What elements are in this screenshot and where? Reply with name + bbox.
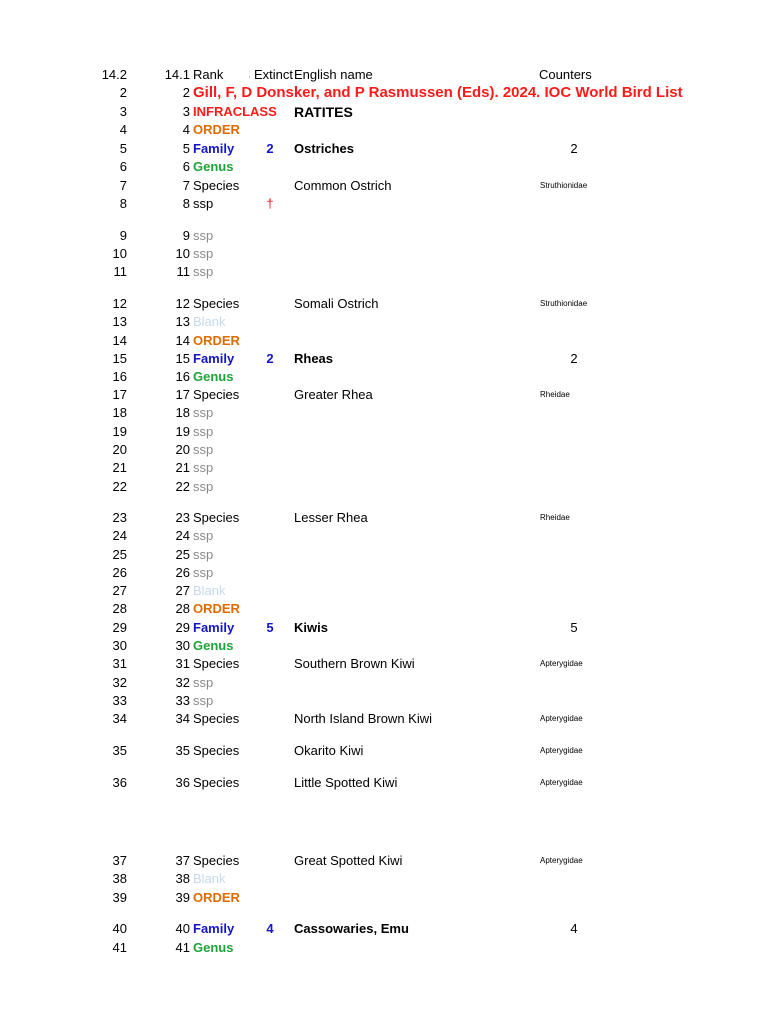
row-number-a: 39: [112, 890, 127, 905]
row-number-b: 8: [182, 196, 190, 211]
species-count: 5: [266, 620, 274, 635]
row-number-b: 40: [175, 921, 190, 936]
table-row: [0, 263, 768, 281]
table-row: [0, 637, 768, 655]
row-number-a: 9: [119, 228, 127, 243]
family-name: Apterygidae: [540, 746, 583, 755]
rank-cell: ssp: [193, 479, 214, 494]
rank-cell: ssp: [193, 675, 214, 690]
table-row: [0, 177, 768, 195]
row-number-b: 17: [175, 387, 190, 402]
rank-cell: Species: [193, 178, 240, 193]
english-name: RATITES: [294, 104, 353, 120]
header-col-a: 14.2: [101, 67, 127, 82]
row-number-b: 13: [175, 314, 190, 329]
table-row: [0, 368, 768, 386]
row-number-b: 14: [175, 333, 190, 348]
row-number-a: 24: [112, 528, 127, 543]
row-number-b: 24: [175, 528, 190, 543]
table-row: [0, 459, 768, 477]
rank-cell: Genus: [193, 369, 234, 384]
row-number-a: 8: [119, 196, 127, 211]
rank-cell: Blank: [193, 314, 226, 329]
rank-cell: ORDER: [193, 601, 240, 616]
title-row: [0, 84, 768, 102]
row-number-a: 10: [112, 246, 127, 261]
rank-cell: ssp: [193, 460, 214, 475]
table-row: [0, 404, 768, 422]
table-row: [0, 140, 768, 158]
table-row: [0, 295, 768, 313]
table-row: [0, 939, 768, 957]
table-row: [0, 245, 768, 263]
header-english-name: English name: [294, 67, 373, 82]
row-number-b: 27: [175, 583, 190, 598]
row-number-a: 19: [112, 424, 127, 439]
table-row: [0, 564, 768, 582]
counter-value: 2: [570, 141, 578, 156]
rank-cell: ssp: [193, 196, 214, 211]
row-number-a: 7: [119, 178, 127, 193]
rank-cell: INFRACLASS: [193, 104, 277, 119]
rank-cell: ssp: [193, 405, 214, 420]
table-row: [0, 582, 768, 600]
row-number-a: 26: [112, 565, 127, 580]
row-number-b: 41: [175, 940, 190, 955]
rank-cell: Family: [193, 141, 235, 156]
row-number-b: 34: [175, 711, 190, 726]
row-number-a: 21: [112, 460, 127, 475]
family-name: Apterygidae: [540, 714, 583, 723]
header-counters: Counters: [539, 67, 592, 82]
row-number-a: 4: [119, 122, 127, 137]
rank-cell: Species: [193, 853, 240, 868]
row-number-a: 28: [112, 601, 127, 616]
english-name: Ostriches: [294, 141, 354, 156]
english-name: Lesser Rhea: [294, 510, 368, 525]
rank-cell: ssp: [193, 228, 214, 243]
rank-cell: Blank: [193, 583, 226, 598]
rank-cell: Family: [193, 921, 235, 936]
english-name: Kiwis: [294, 620, 328, 635]
table-row: [0, 158, 768, 176]
rank-cell: ssp: [193, 547, 214, 562]
row-number-b: 32: [175, 675, 190, 690]
row-number-a: 3: [119, 104, 127, 119]
table-row: [0, 121, 768, 139]
row-number-a: 22: [112, 479, 127, 494]
row-number-b: 10: [175, 246, 190, 261]
row-number-a: 33: [112, 693, 127, 708]
rank-cell: Species: [193, 656, 240, 671]
english-name: Southern Brown Kiwi: [294, 656, 415, 671]
row-number-b: 36: [175, 775, 190, 790]
table-row: [0, 920, 768, 938]
table-row: [0, 852, 768, 870]
rank-cell: ORDER: [193, 122, 240, 137]
english-name: North Island Brown Kiwi: [294, 711, 432, 726]
table-row: [0, 350, 768, 368]
row-number-b: 21: [175, 460, 190, 475]
table-row: [0, 655, 768, 673]
extinct-marker: †: [266, 196, 274, 211]
row-number-a: 37: [112, 853, 127, 868]
family-name: Struthionidae: [540, 299, 588, 308]
row-number-a: 2: [119, 85, 127, 100]
family-name: Apterygidae: [540, 778, 583, 787]
table-row: [0, 527, 768, 545]
rank-cell: ssp: [193, 442, 214, 457]
table-row: [0, 386, 768, 404]
table-row: [0, 313, 768, 331]
family-name: Rheidae: [540, 390, 570, 399]
row-number-b: 7: [182, 178, 190, 193]
rank-cell: Species: [193, 775, 240, 790]
row-number-b: 25: [175, 547, 190, 562]
table-row: [0, 619, 768, 637]
row-number-a: 29: [112, 620, 127, 635]
header-marker: ;: [248, 69, 251, 80]
family-name: Apterygidae: [540, 659, 583, 668]
row-number-a: 40: [112, 921, 127, 936]
row-number-a: 34: [112, 711, 127, 726]
row-number-a: 17: [112, 387, 127, 402]
table-row: [0, 441, 768, 459]
row-number-b: 11: [176, 264, 190, 279]
table-row: [0, 600, 768, 618]
row-number-a: 14: [112, 333, 127, 348]
table-row: [0, 742, 768, 760]
row-number-a: 6: [119, 159, 127, 174]
row-number-a: 30: [112, 638, 127, 653]
row-number-b: 29: [175, 620, 190, 635]
rank-cell: ORDER: [193, 890, 240, 905]
row-number-b: 33: [175, 693, 190, 708]
rank-cell: ssp: [193, 528, 214, 543]
english-name: Greater Rhea: [294, 387, 373, 402]
row-number-b: 9: [182, 228, 190, 243]
table-row: [0, 423, 768, 441]
table-row: [0, 889, 768, 907]
rank-cell: Species: [193, 510, 240, 525]
row-number-b: 35: [175, 743, 190, 758]
row-number-b: 23: [175, 510, 190, 525]
rank-cell: Family: [193, 351, 235, 366]
row-number-b: 12: [175, 296, 190, 311]
species-count: 4: [266, 921, 274, 936]
citation-title: Gill, F, D Donsker, and P Rasmussen (Eds). 2024. IOC World Bird List: [193, 84, 683, 101]
row-number-b: 38: [175, 871, 190, 886]
table-row: [0, 546, 768, 564]
row-number-b: 30: [175, 638, 190, 653]
row-number-b: 19: [175, 424, 190, 439]
table-row: [0, 774, 768, 792]
english-name: Cassowaries, Emu: [294, 921, 409, 936]
rank-cell: ssp: [193, 264, 214, 279]
rank-cell: Species: [193, 711, 240, 726]
rank-cell: Genus: [193, 940, 234, 955]
row-number-b: 22: [175, 479, 190, 494]
rank-cell: ssp: [193, 246, 214, 261]
rank-cell: Species: [193, 743, 240, 758]
english-name: Little Spotted Kiwi: [294, 775, 398, 790]
header-extinct: Extinct: [254, 67, 294, 82]
species-count: 2: [266, 141, 274, 156]
table-row: [0, 332, 768, 350]
row-number-a: 25: [112, 547, 127, 562]
row-number-b: 2: [182, 85, 190, 100]
family-name: Apterygidae: [540, 856, 583, 865]
row-number-a: 27: [112, 583, 127, 598]
rank-cell: ORDER: [193, 333, 240, 348]
row-number-b: 39: [175, 890, 190, 905]
rank-cell: Genus: [193, 638, 234, 653]
row-number-a: 35: [112, 743, 127, 758]
table-row: [0, 870, 768, 888]
family-name: Rheidae: [540, 513, 570, 522]
rank-cell: Blank: [193, 871, 226, 886]
counter-value: 5: [570, 620, 578, 635]
row-number-b: 31: [175, 656, 190, 671]
english-name: Okarito Kiwi: [294, 743, 364, 758]
rank-cell: Species: [193, 296, 240, 311]
table-row: [0, 509, 768, 527]
table-row: [0, 195, 768, 213]
counter-value: 4: [570, 921, 578, 936]
header-col-b: 14.1: [164, 67, 190, 82]
row-number-a: 15: [112, 351, 127, 366]
table-row: [0, 103, 768, 121]
english-name: Somali Ostrich: [294, 296, 379, 311]
row-number-a: 38: [112, 871, 127, 886]
row-number-a: 5: [119, 141, 127, 156]
row-number-b: 37: [175, 853, 190, 868]
rank-cell: Species: [193, 387, 240, 402]
row-number-b: 3: [182, 104, 190, 119]
row-number-a: 18: [112, 405, 127, 420]
row-number-a: 12: [112, 296, 127, 311]
row-number-a: 13: [112, 314, 127, 329]
table-row: [0, 692, 768, 710]
english-name: Common Ostrich: [294, 178, 392, 193]
row-number-a: 32: [112, 675, 127, 690]
row-number-a: 20: [112, 442, 127, 457]
rank-cell: Genus: [193, 159, 234, 174]
row-number-b: 18: [175, 405, 190, 420]
counter-value: 2: [570, 351, 578, 366]
table-row: [0, 227, 768, 245]
header-row: [0, 66, 768, 84]
table-row: [0, 710, 768, 728]
table-row: [0, 478, 768, 496]
row-number-a: 36: [112, 775, 127, 790]
row-number-b: 6: [182, 159, 190, 174]
english-name: Rheas: [294, 351, 334, 366]
table-row: [0, 674, 768, 692]
rank-cell: ssp: [193, 565, 214, 580]
row-number-a: 16: [112, 369, 127, 384]
english-name: Great Spotted Kiwi: [294, 853, 403, 868]
row-number-b: 20: [175, 442, 190, 457]
row-number-a: 23: [112, 510, 127, 525]
header-rank: Rank: [193, 67, 224, 82]
rank-cell: ssp: [193, 693, 214, 708]
family-name: Struthionidae: [540, 181, 588, 190]
row-number-b: 5: [182, 141, 190, 156]
rank-cell: Family: [193, 620, 235, 635]
row-number-b: 26: [175, 565, 190, 580]
row-number-a: 41: [112, 940, 127, 955]
row-number-b: 28: [175, 601, 190, 616]
species-count: 2: [266, 351, 274, 366]
row-number-a: 31: [112, 656, 127, 671]
row-number-a: 11: [113, 264, 127, 279]
row-number-b: 16: [175, 369, 190, 384]
rank-cell: ssp: [193, 424, 214, 439]
row-number-b: 4: [182, 122, 190, 137]
row-number-b: 15: [175, 351, 190, 366]
